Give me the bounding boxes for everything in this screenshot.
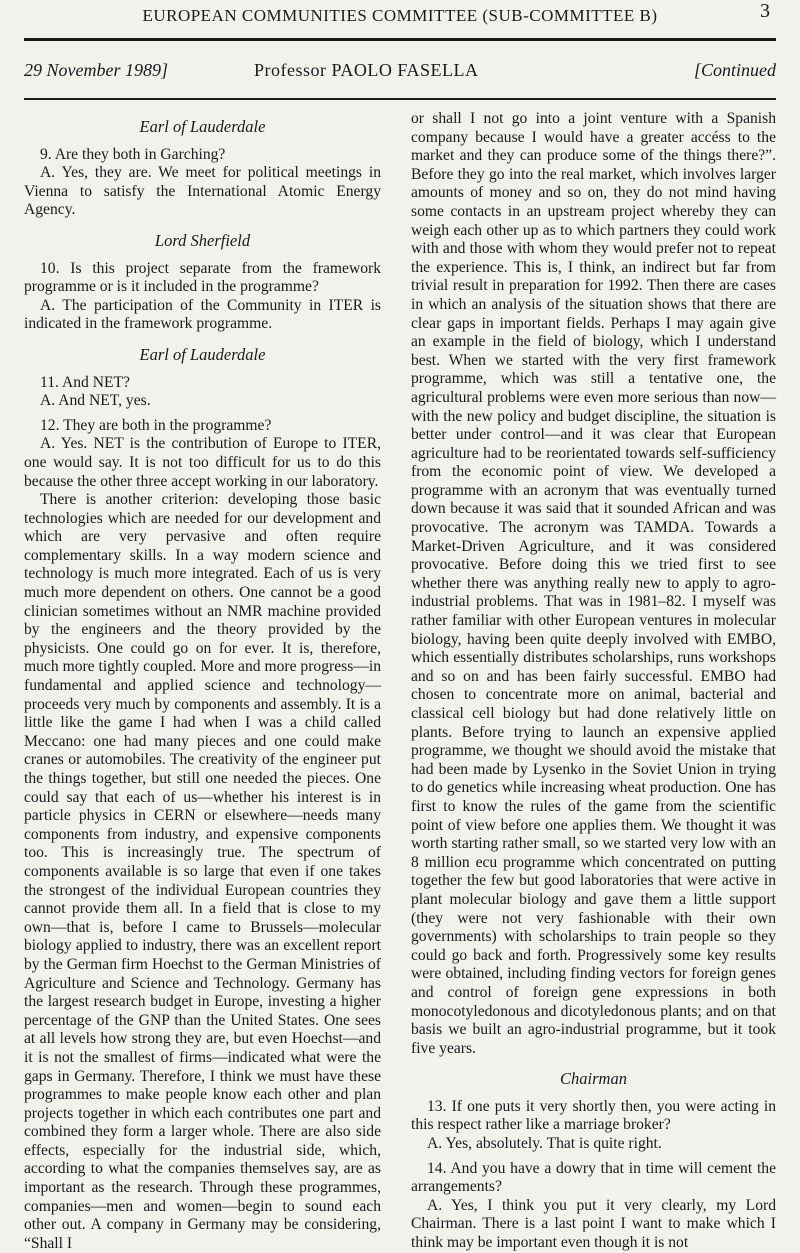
question-11: 11. And NET? — [40, 373, 130, 391]
running-title: EUROPEAN COMMUNITIES COMMITTEE (SUB-COMMITTEE B) — [142, 6, 658, 25]
answer-14: A. Yes, I think you put it very clearly, my Lord Chairman. There is a last point I want to make which I think may be important even though it is not — [411, 1196, 776, 1252]
speaker-heading: Chairman — [560, 1069, 627, 1089]
answer-10: A. The participation of the Community in ITER is indicated in the framework programme. — [24, 296, 381, 333]
answer-12-paragraph: There is another criterion: developing those basic technologies which are needed for our development and which are very pervasive and often require complementary skills. In a way modern science and technology is much more integrated. Each of us is very much more dependent on others. One cannot be a good clinician sometimes without an NMR machine provided by the engineers and the theory provided by the physicists. One could go on for ever. It is, therefore, much more tightly coupled. More and more progress—in fundamental and applied science and technology—proceeds very much by components and assembly. It is a little like the game I had when I was a child called Meccano: one had many pieces and one could make cranes or automobiles. The creativity of the engineer put the things together, but still one needed the pieces. One could say that each of us—whether his interest is in particle physics in CERN or elsewhere—needs many components from industry, and expensive components too. This is increasingly true. The spectrum of components available is so large that even if one takes the strongest of the individual European countries they cannot provide them all. In a field that is close to my own—that is, before I came to Brussels—molecular biology applied to industry, there was an excellent report by the German firm Hoechst to the German Ministries of Agriculture and Science and Technology. Germany has the largest research budget in Europe, investing a higher percentage of the GNP than the United States. One sees at all levels how strong they are, but even Hoechst—and it is not the smallest of firms—indicated what were the gaps in Germany. Therefore, I think we must have these programmes to make people know each other and plan projects together in which each contributes one part and combined they form a larger whole. There are also side effects, especially for the industrial side, which, according to what the companies themselves say, are as important as the research. Through these programmes, companies—men and women—begin to sound each other out. A company in Germany may be considering, “Shall I — [24, 491, 381, 1252]
evidence-date: 29 November 1989] — [24, 60, 168, 80]
answer-11: A. And NET, yes. — [40, 392, 151, 410]
page-number: 3 — [760, 0, 770, 22]
question-14: 14. And you have a dowry that in time will cement the arrangements? — [411, 1159, 776, 1196]
question-9: 9. Are they both in Garching? — [40, 145, 226, 163]
question-12: 12. They are both in the programme? — [40, 416, 272, 434]
answer-12: A. Yes. NET is the contribution of Europe to ITER, one would say. It is not too difficult for us to do this because the other three accept working in our laboratory. — [24, 435, 381, 490]
answer-13: A. Yes, absolutely. That is quite right. — [427, 1135, 662, 1153]
right-column — [411, 110, 776, 1252]
header-rule — [24, 98, 776, 100]
speaker-heading: Earl of Lauderdale — [139, 117, 266, 136]
answer-9: A. Yes, they are. We meet for political meetings in Vienna to satisfy the International Atomic Energy Agency. — [24, 164, 381, 219]
witness-name: Professor PAOLO FASELLA — [254, 60, 479, 80]
speaker-heading: Earl of Lauderdale — [139, 344, 266, 364]
top-rule — [24, 38, 776, 41]
question-10: 10. Is this project separate from the framework programme or is it included in the programme? — [24, 259, 381, 296]
speaker-heading: Lord Sherfield — [154, 230, 251, 250]
left-column — [24, 110, 381, 1252]
question-13: 13. If one puts it very shortly then, you were acting in this respect rather like a marriage broker? — [411, 1097, 776, 1134]
answer-12-continued: or shall I not go into a joint venture with a Spanish company because I would have a greater accéss to the market and they can produce some of the things there?”. Before they go into the real market, which involves larger amounts of money and so on, they do not mind having some contacts in an upstream project whereby they can weigh each other up as to which partners they could work with and those with whom they would prefer not to repeat the experience. This is, I think, an indirect but far from trivial result in preparation for 1992. Then there are cases in which an analysis of the situation shows that there are clear gaps in important fields. Perhaps I may again give an example in the field of biology, which I understand best. When we started with the very first framework programme, which was still a tentative one, the agricultural problems were even more serious than now—with the new policy and budget discipline, the situation is better under control—and it was clear that European agriculture had to be reorientated towards self-sufficiency from the economic point of view. We developed a programme with an acronym that was eventually turned down because it was said that it sounded African and was provocative. The acronym was TAMDA. Towards a Market-Driven Agriculture, and it was considered provocative. Before doing this we tried first to see whether there was anything really new to apply to agro-industrial problems. That was in 1981–82. I myself was rather familiar with other European ventures in molecular biology, having been quite deeply involved with EMBO, which essentially distributes scholarships, runs workshops and so on and has been fairly successful. EMBO had chosen to concentrate more on animal, bacterial and classical cell biology but had done relatively little on plants. Before trying to launch an expensive applied programme, we thought we should avoid the mistake that had been made by Lysenko in the Soviet Union in trying to do genetics while increasing wheat production. One has first to know the rules of the game from the scientific point of view before one applies them. We thought it was worth starting rather small, so we started very low with an 8 million ecu programme which concentrated on putting together the few but good laboratories that were active in plant molecular biology and gave them a little support (they were not very fashionable with their own governments) with scholarships to train people so they could go back and forth. Progressively some key results were obtained, including finding vectors for foreign genes and control of foreign gene expressions in both monocotyledonous and dicotyledonous plants; and on that basis we built an agro-industrial programme, but it took five years. — [411, 110, 776, 1057]
subheader — [24, 52, 776, 92]
continued-label: [Continued — [693, 60, 776, 80]
